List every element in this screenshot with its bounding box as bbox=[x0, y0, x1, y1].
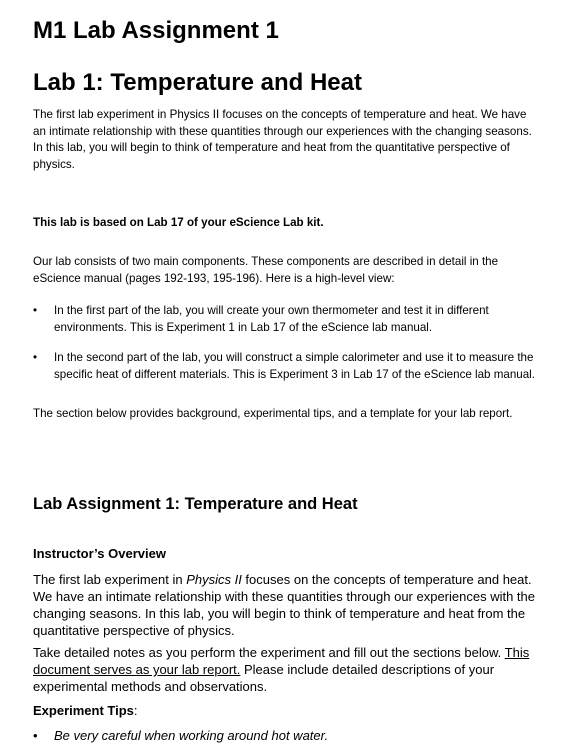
overview-paragraph bbox=[33, 571, 543, 639]
notes-text-end: Please include detailed descriptions of your experimental methods and observations. bbox=[33, 662, 495, 694]
overview-text-end: focuses on the concepts of temperature and heat. We have an intimate relationship with these quantities through our experiences with the changing seasons. In this lab, you will begin to think of temperature and heat from the quantitative perspective of physics. bbox=[33, 572, 535, 638]
notes-paragraph bbox=[33, 644, 543, 695]
section-note: The section below provides background, experimental tips, and a template for your lab report. bbox=[33, 407, 513, 420]
intro-paragraph: The first lab experiment in Physics II focuses on the concepts of temperature and heat. We have an intimate relationship with these quantities through our experiences with the changing seasons. In this lab, you will begin to think of temperature and heat from the quantitative perspective of physics. bbox=[33, 108, 532, 171]
lab-title: Lab 1: Temperature and Heat bbox=[33, 69, 362, 96]
bullet-icon: • bbox=[33, 304, 38, 317]
list-item-text: In the first part of the lab, you will create your own thermometer and test it in different environments. This is Experiment 1 in Lab 17 of the eScience lab manual. bbox=[54, 304, 489, 334]
course-name: Physics II bbox=[186, 572, 242, 587]
overview-heading: Instructor’s Overview bbox=[33, 546, 166, 561]
bullet-icon: • bbox=[33, 728, 38, 743]
lab-report-note: This document serves as your lab report. bbox=[33, 645, 530, 677]
tip-text: Be very careful when working around hot water. bbox=[54, 728, 329, 743]
overview-text-start: The first lab experiment in bbox=[33, 572, 187, 587]
tips-heading bbox=[33, 703, 138, 719]
based-on-note: This lab is based on Lab 17 of your eScience Lab kit. bbox=[33, 216, 324, 229]
tips-heading-colon: : bbox=[133, 703, 138, 718]
tips-heading-text: Experiment Tips bbox=[33, 703, 134, 718]
document-title: M1 Lab Assignment 1 bbox=[33, 17, 279, 44]
components-paragraph: Our lab consists of two main components. These components are described in detail in the eScience manual (pages 192-193, 195-196). Here is a high-level view: bbox=[33, 255, 499, 285]
list-item-text: In the second part of the lab, you will construct a simple calorimeter and use it to measure the specific heat of different materials. This is Experiment 3 in Lab 17 of the eScience lab manual. bbox=[54, 351, 535, 381]
assignment-heading: Lab Assignment 1: Temperature and Heat bbox=[33, 495, 358, 513]
notes-text-start: Take detailed notes as you perform the experiment and fill out the sections below. bbox=[33, 645, 505, 660]
bullet-icon: • bbox=[33, 351, 38, 364]
